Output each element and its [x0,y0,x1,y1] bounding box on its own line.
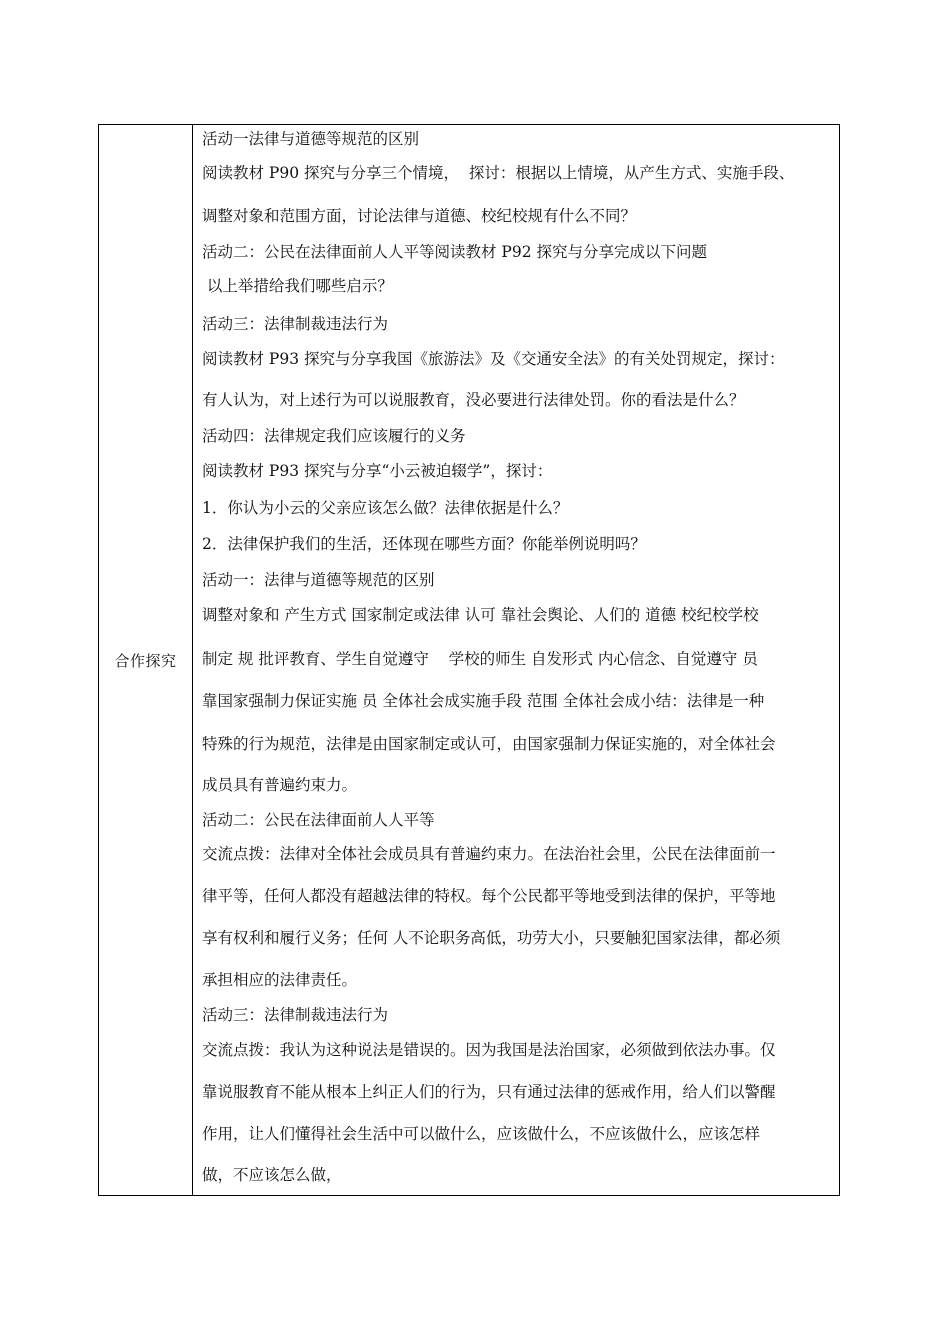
text-line: 调整对象和范围方面，讨论法律与道德、校纪校规有什么不同？ [202,207,637,225]
text-line: 做，不应该怎么做， [202,1166,342,1184]
text-line: 交流点拨：我认为这种说法是错误的。因为我国是法治国家，必须做到依法办事。仅 [202,1041,776,1059]
text-line: 靠国家强制力保证实施 员 全体社会成实施手段 范围 全体社会成小结：法律是一种 [202,692,765,710]
text-line: 交流点拨：法律对全体社会成员具有普遍约束力。在法治社会里，公民在法律面前一 [202,845,776,863]
text-line: 阅读教材 P93 探究与分享我国《旅游法》及《交通安全法》的有关处罚规定，探讨： [202,350,785,368]
section-label-cell [99,125,193,1195]
text-line: 2．法律保护我们的生活，还体现在哪些方面？你能举例说明吗？ [202,535,646,553]
text-line: 1．你认为小云的父亲应该怎么做？法律依据是什么？ [202,499,569,517]
text-line: 阅读教材 P93 探究与分享“小云被迫辍学”，探讨： [202,462,553,480]
text-line: 作用，让人们懂得社会生活中可以做什么，应该做什么，不应该做什么，应该怎样 [202,1125,761,1143]
text-line: 有人认为，对上述行为可以说服教育，没必要进行法律处罚。你的看法是什么？ [202,391,745,409]
text-line: 阅读教材 P90 探究与分享三个情境， 探讨：根据以上情境，从产生方式、实施手段、 [202,164,795,182]
text-line: 活动一法律与道德等规范的区别 [202,130,420,148]
text-line: 活动三：法律制裁违法行为 [202,1006,389,1024]
text-line: 享有权利和履行义务；任何 人不论职务高低，功劳大小，只要触犯国家法律，都必须 [202,929,781,947]
text-line: 以上举措给我们哪些启示？ [202,277,393,295]
text-line: 活动四：法律规定我们应该履行的义务 [202,427,466,445]
text-line: 承担相应的法律责任。 [202,971,358,989]
text-line: 活动三：法律制裁违法行为 [202,315,389,333]
text-line: 调整对象和 产生方式 国家制定或法律 认可 靠社会舆论、人们的 道德 校纪校学校 [202,606,759,624]
text-line: 制定 规 批评教育、学生自觉遵守 学校的师生 自发形式 内心信念、自觉遵守 员 [202,650,758,668]
activity-table [98,124,840,1196]
text-line: 成员具有普遍约束力。 [202,776,358,794]
text-line: 活动二：公民在法律面前人人平等阅读教材 P92 探究与分享完成以下问题 [202,243,708,261]
text-line: 靠说服教育不能从根本上纠正人们的行为，只有通过法律的惩戒作用，给人们以警醒 [202,1083,776,1101]
section-label: 合作探究 [114,651,177,670]
text-line: 特殊的行为规范，法律是由国家制定或认可，由国家强制力保证实施的，对全体社会 [202,735,776,753]
text-line: 律平等，任何人都没有超越法律的特权。每个公民都平等地受到法律的保护，平等地 [202,887,776,905]
content-cell [193,125,839,1195]
text-line: 活动二：公民在法律面前人人平等 [202,811,435,829]
text-line: 活动一：法律与道德等规范的区别 [202,571,435,589]
